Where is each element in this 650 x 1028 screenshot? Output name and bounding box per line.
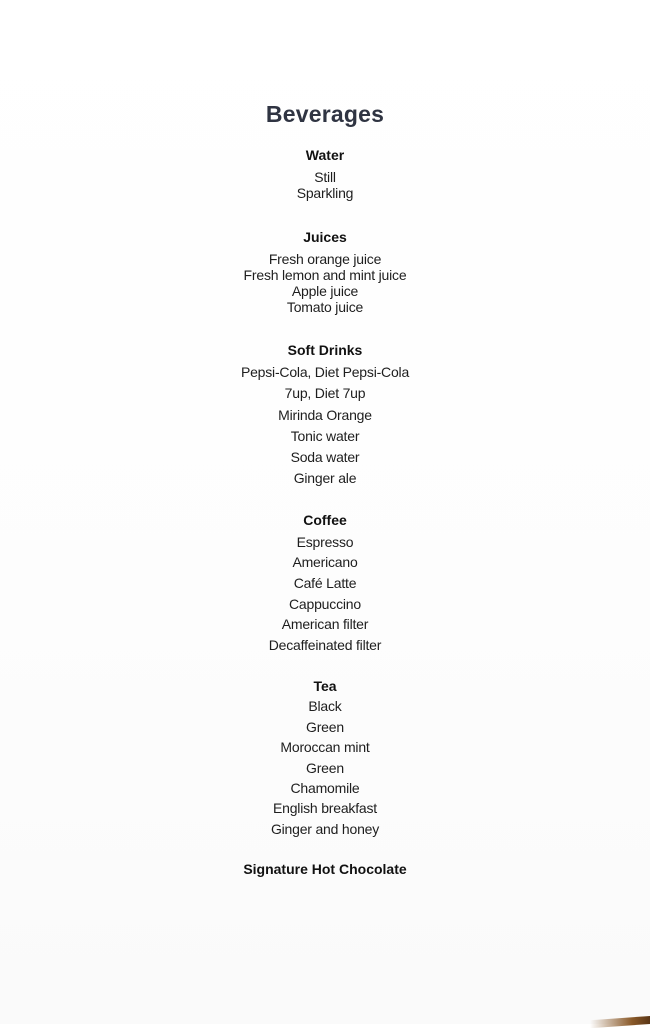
menu-item: Still	[314, 169, 336, 185]
menu-item: Soda water	[290, 449, 360, 465]
menu-item: Pepsi-Cola, Diet Pepsi-Cola	[240, 364, 410, 380]
section-heading-soft-drinks: Soft Drinks	[287, 342, 363, 358]
menu-item: Chamomile	[290, 780, 360, 796]
menu-item: Espresso	[296, 534, 354, 550]
menu-item: Sparkling	[296, 185, 354, 201]
menu-item: Americano	[292, 554, 358, 570]
menu-item: 7up, Diet 7up	[284, 385, 366, 401]
section-heading-water: Water	[305, 147, 345, 163]
menu-item: Green	[306, 760, 344, 776]
table-edge	[590, 1016, 650, 1028]
menu-item: Apple juice	[291, 283, 359, 299]
section-heading-signature-hot-chocolate: Signature Hot Chocolate	[243, 861, 407, 877]
menu-item: Cappuccino	[289, 596, 361, 612]
section-heading-tea: Tea	[313, 678, 337, 694]
menu-item: Fresh orange juice	[268, 251, 382, 267]
menu-item: Moroccan mint	[280, 739, 370, 755]
menu-item: Ginger and honey	[270, 821, 380, 837]
menu-item: Decaffeinated filter	[268, 637, 382, 653]
menu-item: English breakfast	[273, 800, 377, 816]
menu-item: Tonic water	[290, 428, 360, 444]
section-heading-juices: Juices	[303, 229, 347, 245]
menu-item: Fresh lemon and mint juice	[243, 267, 407, 283]
menu-title: Beverages	[265, 101, 385, 127]
menu-item: Café Latte	[293, 575, 357, 591]
menu-item: Ginger ale	[293, 470, 357, 486]
menu-item: Mirinda Orange	[278, 407, 372, 423]
section-heading-coffee: Coffee	[303, 512, 347, 528]
menu-item: Black	[308, 698, 342, 714]
menu-item: Green	[306, 719, 344, 735]
menu-item: Tomato juice	[286, 299, 364, 315]
menu-item: American filter	[281, 616, 369, 632]
